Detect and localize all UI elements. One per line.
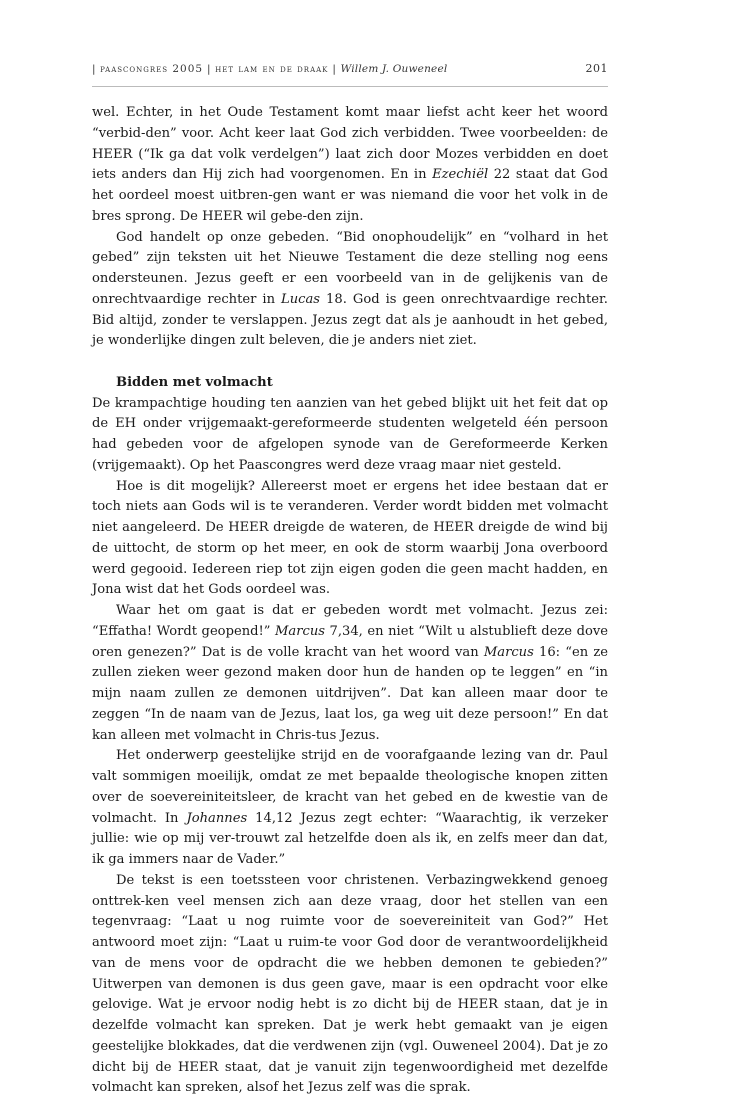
paragraph: Waar het om gaat is dat er gebeden wordt met volmacht. Jezus zei: “Effatha! Wordt geopend!” Marcus 7,34, en niet “Wilt u alstublieft deze dove oren genezen?” Dat is de volle kracht van het woord van Marcus 16: “en ze zullen zieken weer gezond maken door hun de handen op te leggen” en “in mijn naam zullen ze demonen uitdrijven”. Dat kan alleen maar door te zeggen “In de naam van de Jezus, laat los, ga weg uit deze persoon!” En dat kan alleen met volmacht in Chris-tus Jezus.	[92, 603, 608, 743]
running-header-left: | paascongres 2005 | het lam en de draak | Willem J. Ouweneel	[92, 63, 448, 75]
body-text	[92, 103, 608, 1099]
scripture-reference: Johannes	[186, 810, 248, 826]
paragraph: Het onderwerp geestelijke strijd en de voorafgaande lezing van dr. Paul valt sommigen moeilijk, omdat ze met bepaalde theologische knopen zitten over de soevereiniteitsleer, de kracht van het gebed en de kwestie van de volmacht. In Johannes 14,12 Jezus zegt echter: “Waarachtig, ik verzeker jullie: wie op mij ver-trouwt zal hetzelfde doen als ik, en zelfs meer dan dat, ik ga immers naar de Vader.”	[92, 748, 608, 867]
section-heading: Bidden met volmacht	[116, 374, 273, 390]
paragraph: De tekst is een toetssteen voor christenen. Verbazingwekkend genoeg onttrek-ken veel mensen zich aan deze vraag, door het stellen van een tegenvraag: “Laat u nog ruimte voor de soevereiniteit van God?” Het antwoord moet zijn: “Laat u ruim-te voor God door de verantwoordelijkheid van de mens voor de opdracht die we hebben demonen te gebieden?” Uitwerpen van demonen is dus geen gave, maar is een opdracht voor elke gelovige. Wat je ervoor nodig hebt is zo dicht bij de HEER staan, dat je in dezelfde volmacht kan spreken. Dat je werk hebt gemaakt van je eigen geestelijke blokkades, dat die verdwenen zijn (vgl. Ouweneel 2004). Dat je zo dicht bij de HEER staat, dat je vanuit zijn tegenwoordigheid met dezelfde volmacht kan spreken, alsof het Jezus zelf was die sprak.	[92, 872, 608, 1096]
paragraph: De krampachtige houding ten aanzien van het gebed blijkt uit het feit dat op de EH onder vrijgemaakt-gereformeerde studenten welgeteld één persoon had gebeden voor de afgelopen synode van de Gereformeerde Kerken (vrijgemaakt). Op het Paascongres werd deze vraag maar niet gesteld.	[92, 395, 608, 473]
scripture-reference: Marcus	[483, 644, 534, 660]
header-series: paascongres 2005	[100, 63, 204, 75]
paragraph: Hoe is dit mogelijk? Allereerst moet er ergens het idee bestaan dat er toch niets aan Gods wil is te veranderen. Verder wordt bidden met volmacht niet aangeleerd. De HEER dreigde de wateren, de HEER dreigde de wind bij de uittocht, de storm op het meer, en ook de storm waarbij Jona overboord werd gegooid. Iedereen riep tot zijn eigen goden die geen macht hadden, en Jona wist dat het Gods oordeel was.	[92, 478, 608, 598]
header-title: het lam en de draak	[215, 63, 329, 75]
paragraph: God handelt op onze gebeden. “Bid onophoudelijk” en “volhard in het gebed” zijn teksten uit het Nieuwe Testament die deze stelling nog eens ondersteunen. Jezus geeft er een voorbeeld van in de gelijkenis van de onrechtvaardige rechter in Lucas 18. God is geen onrechtvaardige rechter. Bid altijd, zonder te verslappen. Jezus zegt dat als je aanhoudt in het gebed, je wonderlijke dingen zult beleven, die je anders niet ziet.	[92, 229, 608, 349]
page-number: 201	[585, 62, 608, 75]
scripture-reference: Marcus	[275, 623, 325, 639]
scripture-reference: Lucas	[281, 291, 321, 307]
scripture-reference: Ezechiël	[432, 167, 489, 183]
header-author: Willem J. Ouweneel	[340, 63, 448, 75]
paragraph: wel. Echter, in het Oude Testament komt maar liefst acht keer het woord “verbid-den” voor. Acht keer laat God zich verbidden. Twee voorbeelden: de HEER (“Ik ga dat volk verdelgen”) laat zich door Mozes verbidden en doet iets anders dan Hij zich had voorgenomen. En in Ezechiël 22 staat dat God het oordeel moest uitbren-gen want er was niemand die voor het volk in de bres sprong. De HEER wil gebe-den zijn.	[92, 105, 608, 224]
running-header	[92, 62, 608, 80]
header-divider	[92, 86, 608, 87]
